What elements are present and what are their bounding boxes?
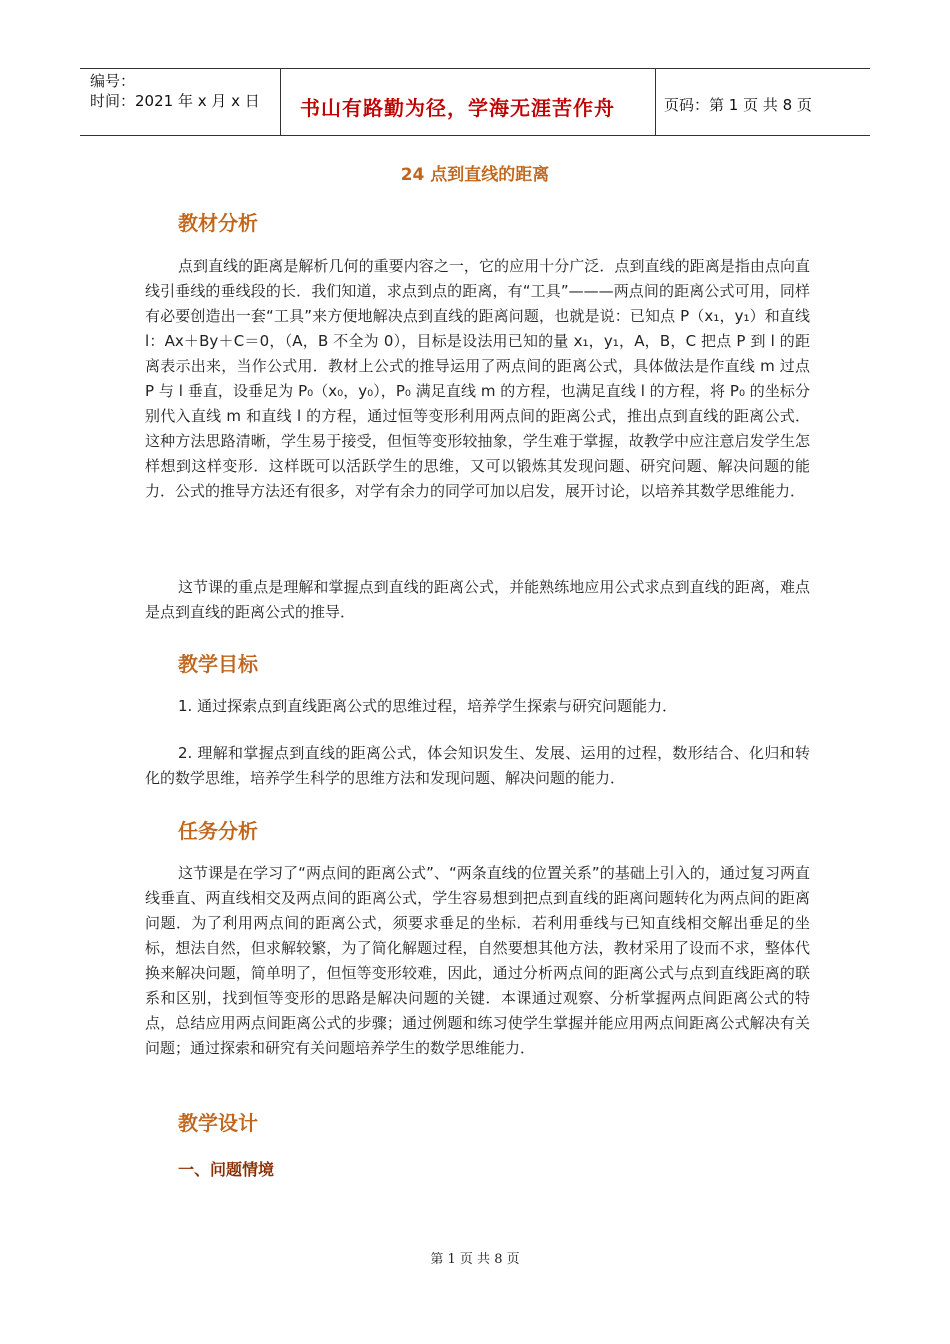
header-divider-right — [655, 68, 656, 136]
section-heading-task: 任务分析 — [178, 819, 258, 843]
header-top-rule — [80, 68, 870, 69]
header-time-label: 时间：2021 年 x 月 x 日 — [90, 92, 260, 110]
header-divider-left — [280, 68, 281, 136]
header-bottom-rule — [80, 135, 870, 136]
header-number-label: 编号： — [90, 72, 136, 90]
subheading-problem-situation: 一、问题情境 — [178, 1160, 275, 1179]
header-page-info: 页码：第 1 页 共 8 页 — [664, 96, 812, 114]
analysis-paragraph-2: 这节课的重点是理解和掌握点到直线的距离公式，并能熟练地应用公式求点到直线的距离，难点是点到直线的距离公式的推导． — [145, 578, 810, 621]
document-title: 24 点到直线的距离 — [400, 165, 550, 185]
page-footer: 第 1 页 共 8 页 — [430, 1252, 520, 1267]
goals-item-2: 2. 理解和掌握点到直线的距离公式，体会知识发生、发展、运用的过程，数形结合、化归和转化的数学思维，培养学生科学的思维方法和发现问题、解决问题的能力． — [145, 744, 810, 787]
section-heading-goals: 教学目标 — [178, 652, 258, 676]
section-heading-analysis: 教材分析 — [178, 211, 258, 235]
task-paragraph-1: 这节课是在学习了“两点间的距离公式”、“两条直线的位置关系”的基础上引入的，通过复习两直线垂直、两直线相交及两点间的距离公式，学生容易想到把点到直线的距离问题转化为两点间的距离问题．为了利用两点间的距离公式，须要求垂足的坐标．若利用垂线与已知直线相交解出垂足的坐标，想法自然，但求解较繁，为了简化解题过程，自然要想其他方法，教材采用了设而不求，整体代换来解决问题，简单明了，但恒等变形较难，因此，通过分析两点间的距离公式与点到直线距离的联系和区别，找到恒等变形的思路是解决问题的关键．本课通过观察、分析掌握两点间距离公式的特点，总结应用两点间距离公式的步骤；通过例题和练习使学生掌握并能应用两点间距离公式解决有关问题；通过探索和研究有关问题培养学生的数学思维能力． — [145, 864, 810, 1057]
header-motto: 书山有路勤为径，学海无涯苦作舟 — [300, 96, 615, 120]
goals-item-1: 1. 通过探索点到直线距离公式的思维过程，培养学生探索与研究问题能力． — [178, 697, 678, 715]
analysis-paragraph-1: 点到直线的距离是解析几何的重要内容之一，它的应用十分广泛．点到直线的距离是指由点向直线引垂线的垂线段的长．我们知道，求点到点的距离，有“工具”———两点间的距离公式可用，同样有必要创造出一套“工具”来方便地解决点到直线的距离问题，也就是说：已知点 P（x₁，y₁）和直线 l：Ax＋By＋C＝0，（A，B 不全为 0），目标是设法用已知的量 x₁，y₁，A，B，C 把点 P 到 l 的距离表示出来，当作公式用．教材上公式的推导运用了两点间的距离公式，具体做法是作直线 m 过点 P 与 l 垂直，设垂足为 P₀（x₀，y₀），P₀ 满足直线 m 的方程，也满足直线 l 的方程，将 P₀ 的坐标分别代入直线 m 和直线 l 的方程，通过恒等变形利用两点间的距离公式，推出点到直线的距离公式．这种方法思路清晰，学生易于接受，但恒等变形较抽象，学生难于掌握，故教学中应注意启发学生怎样想到这样变形．这样既可以活跃学生的思维，又可以锻炼其发现问题、研究问题、解决问题的能力．公式的推导方法还有很多，对学有余力的同学可加以启发，展开讨论，以培养其数学思维能力． — [145, 257, 810, 500]
section-heading-design: 教学设计 — [178, 1111, 258, 1135]
